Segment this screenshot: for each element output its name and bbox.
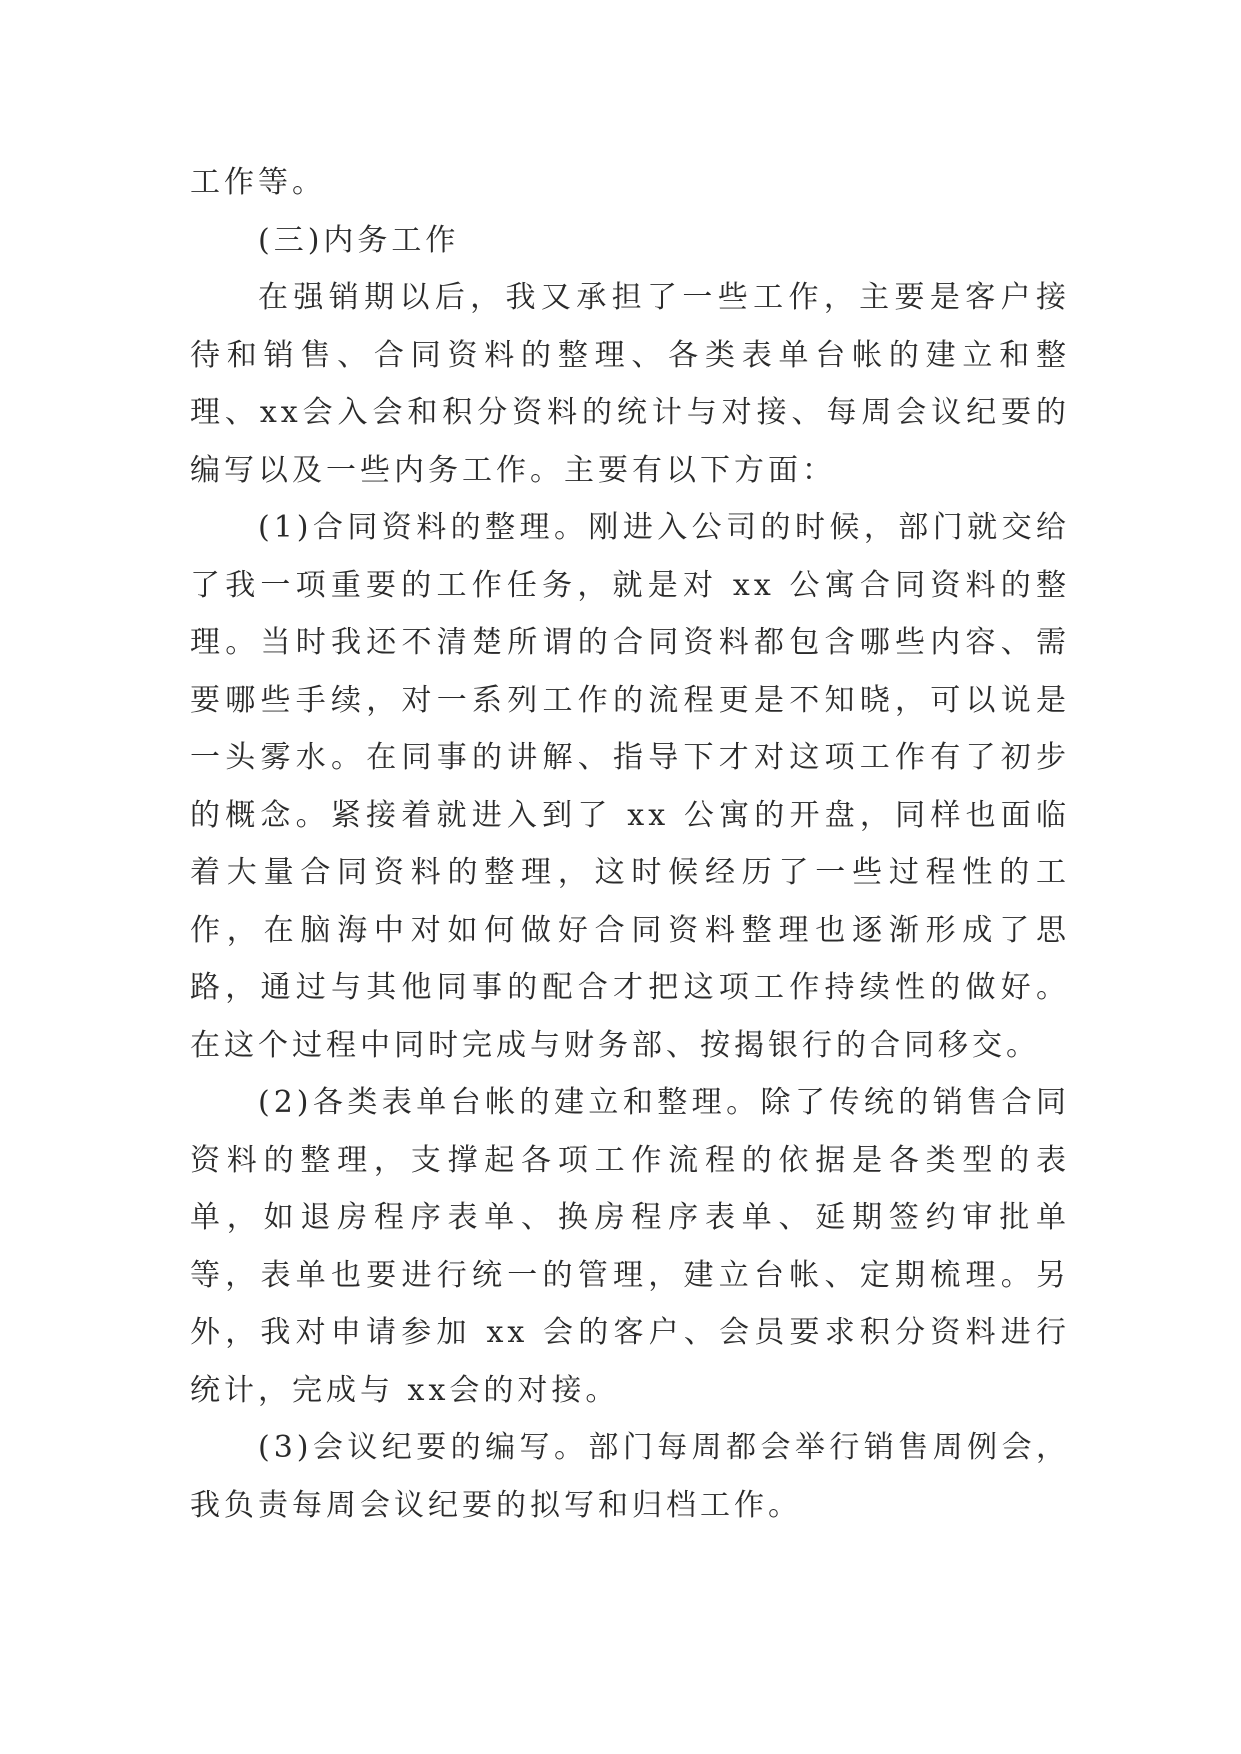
section-heading-internal-affairs: (三)内务工作 bbox=[258, 222, 460, 258]
paragraph-forms-ledger: (2)各类表单台帐的建立和整理。除了传统的销售合同资料的整理，支撑起各项工作流程的依据是各类型的表单，如退房程序表单、换房程序表单、延期签约审批单等，表单也要进行统一的管理，建立台帐、定期梳理。另外，我对申请参加 xx 会的客户、会员要求积分资料进行统计，完成与 xx会的对接。 bbox=[190, 1085, 1070, 1408]
document-body bbox=[190, 154, 1070, 1534]
paragraph-continuation: 工作等。 bbox=[190, 165, 326, 200]
paragraph-intro: 在强销期以后，我又承担了一些工作，主要是客户接待和销售、合同资料的整理、各类表单台帐的建立和整理、xx会入会和积分资料的统计与对接、每周会议纪要的编写以及一些内务工作。主要有以下方面： bbox=[190, 280, 1070, 488]
paragraph-meeting-minutes: (3)会议纪要的编写。部门每周都会举行销售周例会，我负责每周会议纪要的拟写和归档工作。 bbox=[190, 1430, 1070, 1523]
paragraph-contract-materials: (1)合同资料的整理。刚进入公司的时候，部门就交给了我一项重要的工作任务，就是对 xx 公寓合同资料的整理。当时我还不清楚所谓的合同资料都包含哪些内容、需要哪些手续，对一系列工作的流程更是不知晓，可以说是一头雾水。在同事的讲解、指导下才对这项工作有了初步的概念。紧接着就进入到了 xx 公寓的开盘，同样也面临着大量合同资料的整理，这时候经历了一些过程性的工作，在脑海中对如何做好合同资料整理也逐渐形成了思路，通过与其他同事的配合才把这项工作持续性的做好。在这个过程中同时完成与财务部、按揭银行的合同移交。 bbox=[190, 510, 1070, 1063]
